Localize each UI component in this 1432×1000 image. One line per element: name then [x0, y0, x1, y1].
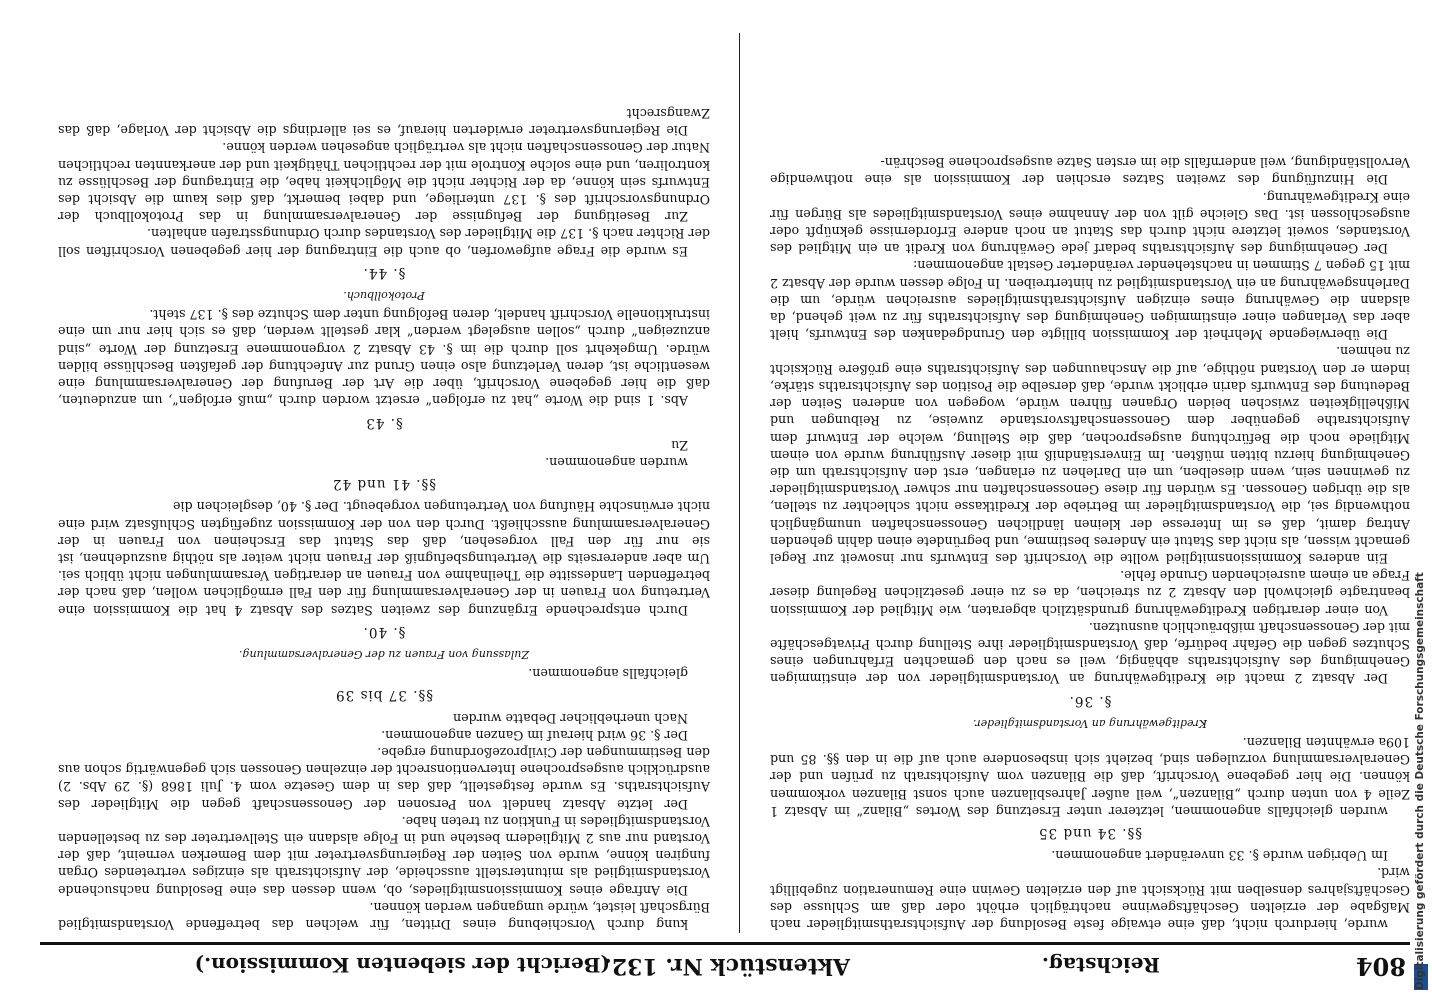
- paragraph: Es wurde die Frage aufgeworfen, ob auch die Eintragung der hier gegebenen Vorschriften soll der Richter nach §. 137 die Mitglieder des Vorstandes durch Ordnungsstrafen anhalten.: [58, 226, 710, 259]
- paragraph: Die Regierungsvertreter erwiderten hierauf, es sei allerdings die Absicht der Vorlage, daß das Zwangsrecht: [58, 106, 710, 139]
- paragraph: gleichfalls angenommen.: [528, 666, 688, 682]
- section-subtitle: Zulassung von Frauen zu der Generalversammlung.: [238, 647, 530, 661]
- paragraph: Ein anderes Kommissionsmitglied wollte die Vorschrift des Entwurfs nur insoweit zur Regel gemacht wissen, als nicht das Statut ein Anderes bestimme, und begründete einen dahin gehenden Antrag damit, daß es im Interesse der kleinen ländlichen Genossenschaften unumgänglich nothwendig sei, die Vorstandsmitglieder im Betriebe der Kreditkasse nicht schlechter zu stellen, als die übrigen Genossen. Es würden für diese Genossenschaften nur schwer Vorstandsmitglieder zu gewinnen sein, wenn dieselben, um ein Darlehen zu erlangen, erst den Aufsichtsrath um die Genehmigung hierzu bitten müßten. Im Einverständniß mit dieser Ausführung wurde von einem Mitgliede noch die Befürchtung ausgesprochen, daß die Stellung, welche der Entwurf dem Aufsichtsrathe gegenüber dem Genossenschaftsvorstande zuweise, zu Reibungen und Mißhelligkeiten zwischen beiden Organen führen würde, wogegen von anderen Seiten der Bedeutung des Entwurfs darin erblickt wurde, daß derselbe die Position des Aufsichtsraths stärke, indem er den Vorstand nöthige, auf die Anschauungen des Aufsichtsraths eine größere Rücksicht zu nehmen.: [770, 344, 1410, 566]
- page-header: [40, 942, 1410, 985]
- paragraph: Nach unerheblicher Debatte wurden: [453, 710, 688, 726]
- paragraph: Die überwiegende Mehrheit der Kommission billigte den Grundgedanken des Entwurfs, hielt aber das Verlangen einer einstimmigen Genehmigung des Aufsichtsraths für zu weit gehend, da alsdann die Gewährung eines einzigen Aufsichtsrathsmitgliedes ausreichen würde, um die Darlehnsgewährung an ein Vorstandsmitglied zu hintertreiben. In Folge dessen wurde der Absatz 2 mit 15 gegen 7 Stimmen in nachstehender veränderter Gestalt angenommen:: [770, 258, 1410, 343]
- running-head-right: (Bericht der siebenten Kommission.): [194, 953, 610, 977]
- page-number: 804: [1355, 952, 1406, 981]
- section-heading: §. 43: [365, 414, 403, 431]
- left-column: [770, 28, 1410, 933]
- paragraph: kung durch Vorschiebung eines Dritten, für welchen das betreffende Vorstandsmitglied Bürgschaft leistet, würde umgangen werden können.: [58, 899, 710, 932]
- section-subtitle: Protokollbuch.: [343, 289, 425, 303]
- digitization-note: Digitalisierung gefördert durch die Deutsche Forschungsgemeinschaft: [1414, 572, 1426, 990]
- paragraph: Zur Beseitigung der Befugnisse der Generalversammlung in das Protokollbuch der Ordnungsvorschrift des §. 137 unterliege, und dabei bemerkt, daß dies kaum die Absicht des Entwurfs sein könne, da der Richter nicht die Möglichkeit habe, die Eintragung der Beschlüsse zu kontroliren, und eine solche Kontrole mit der rechtlichen Thätigkeit und der anerkannten rechtlichen Natur der Genossenschaften nicht als verträglich angesehen werden könne.: [58, 140, 710, 225]
- paragraph: Die Hinzufügung des zweiten Satzes erschien der Kommission als eine nothwendige Vervollständigung, weil andernfalls die im ersten Satze ausgesprochene Beschrän-: [770, 155, 1410, 188]
- section-heading: §§. 41 und 42: [331, 476, 437, 493]
- section-heading: §§. 37 bis 39: [335, 687, 433, 704]
- section-heading: §. 36.: [1068, 692, 1112, 709]
- paragraph: Durch entsprechende Ergänzung des zweiten Satzes des Absatz 4 hat die Kommission eine Vertretung von Frauen in der Generalversammlung für den Fall ermöglichen wollen, daß nach der betreffenden Landessitte die Theilnahme von Frauen an derartigen Versammlungen nicht üblich sei. Um aber andererseits die Vertretungsbefugniß der Frauen nicht weiter als nöthig auszudehnen, ist sie nur für den Fall vorgesehen, daß das Statut das Erscheinen von Frauen in der Generalversammlung ausschließt. Durch den von der Kommission zugefügten Schlußsatz wird eine nicht erwünschte Häufung von Vertretungen vorgebeugt. Der §. 40, desgleichen die: [58, 499, 710, 618]
- running-head-left: Reichstag.: [1041, 953, 1160, 977]
- paragraph: Der Genehmigung des Aufsichtsraths bedarf jede Gewährung von Kredit an ein Mitglied des Vorstandes, soweit letztere nicht durch das Statut an noch andere Erfordernisse geknüpft oder ausgeschlossen ist. Das Gleiche gilt von der Annahme eines Vorstandsmitgliedes als Bürgen für eine Kreditgewährung.: [770, 189, 1410, 257]
- paragraph: wurden gleichfalls angenommen, letzterer unter Ersetzung des Wortes „Bilanz“ im Absatz 1 Zeile 4 von unten durch „Bilanzen“, weil außer Jahresbilanzen auch sonst Bilanzen vorkommen können. Die hier gegebene Vorschrift, daß die Bilanzen vom Aufsichtsrath zu prüfen und der Generalversammlung vorzulegen sind, bezieht sich insbesondere auch auf die in den §§. 85 und 109a erwähnten Bilanzen.: [770, 734, 1410, 819]
- section-heading: §§. 34 und 35: [1037, 824, 1143, 841]
- section-heading: §. 44.: [362, 264, 406, 281]
- scanned-page: [40, 20, 1410, 985]
- paragraph: Der letzte Absatz handelt von Personen der Genossenschaft gegen die Mitglieder des Aufsichtsraths. Es wurde festgestellt, daß das in dem Gesetze vom 4. Juli 1868 (§. 29 Abs. 2) ausdrücklich ausgesprochene Interventionsrecht der einzelnen Genossen sich gegenwärtig schon aus den Bestimmungen der Civilprozeßordnung ergebe.: [58, 744, 710, 812]
- paragraph: Die Anfrage eines Kommissionsmitgliedes, ob, wenn dessen das eine Besoldung nachsuchende Vorstandsmitglied als mitunterstellt ausscheide, der Aufsichtsrath als einziges vertretendes Organ fungiren könne, wurde von Seiten der Regierungsvertreter mit dem Bemerken verneint, daß der Vorstand nur aus 2 Mitgliedern bestehe und in Folge alsdann ein Stellvertreter des zu bestellenden Vorstandsmitgliedes in Funktion zu treten habe.: [58, 813, 710, 898]
- section-heading: §. 40.: [362, 623, 406, 640]
- paragraph: wurde, hierdurch nicht, daß eine etwaige feste Besoldung der Aufsichtsrathsmitglieder nach Maßgabe der erzielten Geschäftsgewinne nachträglich erhöht oder daß am Schlusse des Geschäftsjahres denselben mit Rücksicht auf den erzielten Gewinn eine Remuneration zugebilligt wird.: [770, 865, 1410, 932]
- paragraph: Der Absatz 2 macht die Kreditgewährung an Vorstandsmitglieder von der einstimmigen Genehmigung des Aufsichtsraths abhängig, weil es nach den gemachten Erfahrungen eines Schutzes gegen die Gefahr bedürfe, daß Vorstandsmitglieder ihre Stellung durch Privatgeschäfte mit der Genossenschaft mißbräuchlich ausnutzen.: [770, 619, 1410, 687]
- paragraph: Der §. 36 wird hierauf im Ganzen angenommen.: [381, 727, 688, 743]
- paragraph: Abs. 1 sind die Worte „hat zu erfolgen“ ersetzt worden durch „muß erfolgen“, um anzudeuten, daß die hier gegebene Vorschrift, über die Art der Berufung der Generalversammlung eine wesentliche ist, deren Verletzung also einen Grund zur Anfechtung der gefaßten Beschlüsse bilden würde. Umgekehrt soll durch die im §. 43 Absatz 2 vorgenommene Ersetzung der Worte „sind anzuzeigen“ durch „sollen ausgelegt werden“ klar gestellt werden, daß es sich hier nur um eine instruktionelle Vorschrift handelt, deren Befolgung unter dem Schutze des §. 137 steht.: [58, 307, 710, 409]
- paragraph: Von einer derartigen Kreditgewährung grundsätzlich abgeraten, wie Mitglied der Kommission beantragte gleichwohl den Absatz 2 zu streichen, da es zu einer gesetzlichen Regelung dieser Frage an einem ausreichenden Grunde fehle.: [770, 568, 1410, 618]
- section-subtitle: Kreditgewährung an Vorstandsmitglieder.: [973, 716, 1207, 730]
- running-head-center: Aktenstück Nr. 132.: [604, 953, 850, 979]
- column-divider: [739, 33, 740, 933]
- right-column: [58, 28, 710, 933]
- paragraph: Zu: [671, 437, 688, 453]
- paragraph: Im Uebrigen wurde §. 33 unverändert angenommen.: [1051, 848, 1388, 864]
- paragraph: wurden angenommen.: [545, 454, 688, 470]
